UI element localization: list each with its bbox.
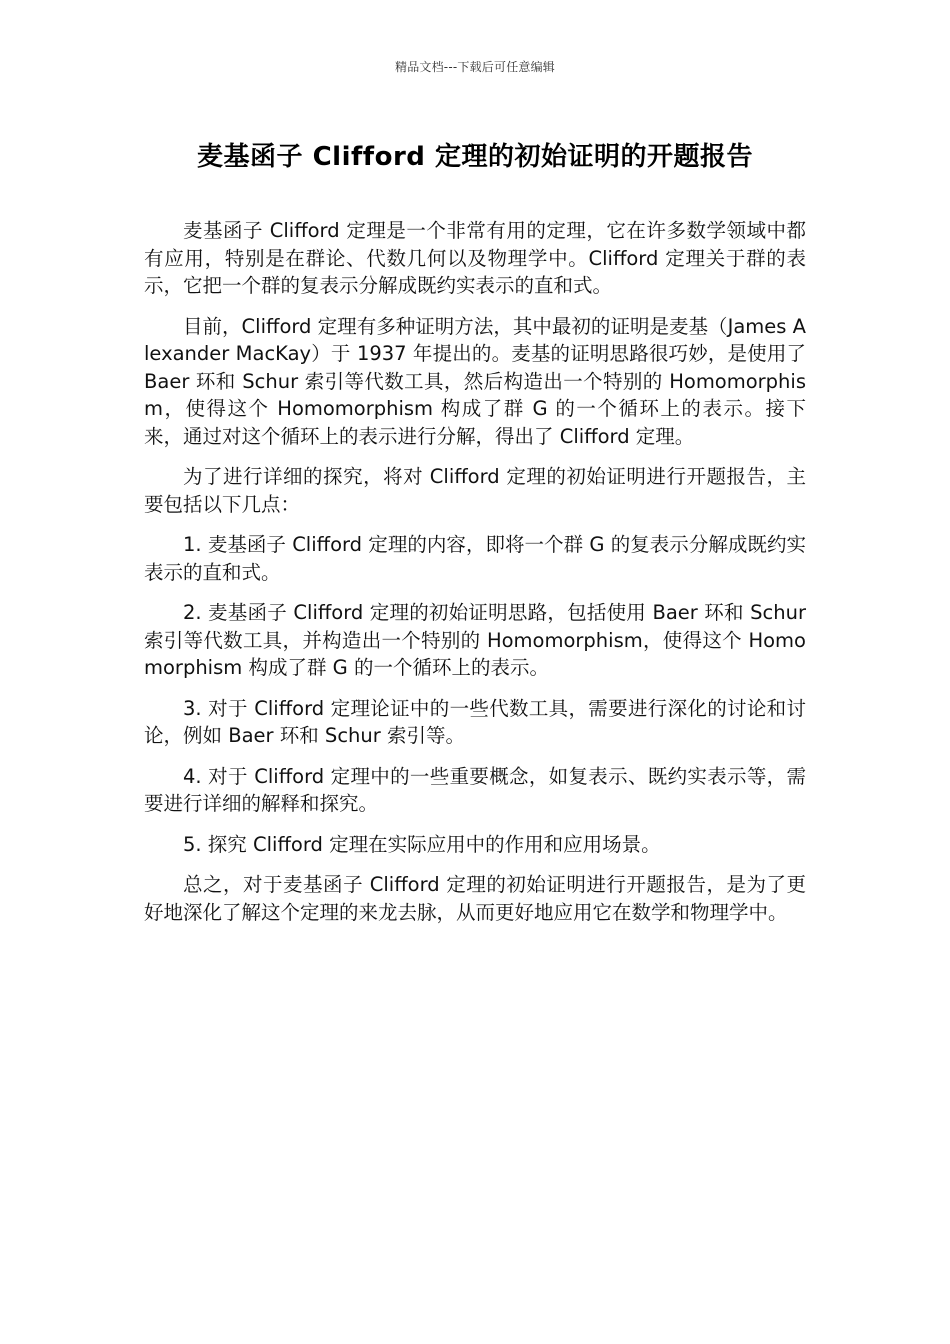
paragraph-outline: 为了进行详细的探究，将对 Clifford 定理的初始证明进行开题报告，主要包括以下几点： (144, 465, 806, 516)
document-title: 麦基函子 Clifford 定理的初始证明的开题报告 (197, 142, 753, 172)
paragraph-intro: 麦基函子 Clifford 定理是一个非常有用的定理，它在许多数学领域中都有应用，特别是在群论、代数几何以及物理学中。Clifford 定理关于群的表示，它把一个群的复表示分解成既约实表示的直和式。 (144, 219, 806, 297)
document-body (144, 217, 806, 939)
paragraph-point-5: 5. 探究 Clifford 定理在实际应用中的作用和应用场景。 (183, 832, 661, 856)
paragraph-history: 目前，Clifford 定理有多种证明方法，其中最初的证明是麦基（James Alexander MacKay）于 1937 年提出的。麦基的证明思路很巧妙，是使用了 Baer 环和 Schur 索引等代数工具，然后构造出一个特别的 Homomorphism，使得这个 Homomorphism 构成了群 G 的一个循环上的表示。接下来，通过对这个循环上的表示进行分解，得出了 Clifford 定理。 (144, 314, 806, 448)
paragraph-point-1: 1. 麦基函子 Clifford 定理的内容，即将一个群 G 的复表示分解成既约实表示的直和式。 (144, 533, 806, 584)
paragraph-conclusion: 总之，对于麦基函子 Clifford 定理的初始证明进行开题报告，是为了更好地深化了解这个定理的来龙去脉，从而更好地应用它在数学和物理学中。 (144, 873, 806, 924)
paragraph-point-2: 2. 麦基函子 Clifford 定理的初始证明思路，包括使用 Baer 环和 Schur 索引等代数工具，并构造出一个特别的 Homomorphism，使得这个 Homomorphism 构成了群 G 的一个循环上的表示。 (144, 601, 806, 679)
header-note: 精品文档---下载后可任意编辑 (395, 60, 555, 74)
paragraph-point-4: 4. 对于 Clifford 定理中的一些重要概念，如复表示、既约实表示等，需要进行详细的解释和探究。 (144, 764, 806, 815)
paragraph-point-3: 3. 对于 Clifford 定理论证中的一些代数工具，需要进行深化的讨论和讨论，例如 Baer 环和 Schur 索引等。 (144, 696, 806, 747)
